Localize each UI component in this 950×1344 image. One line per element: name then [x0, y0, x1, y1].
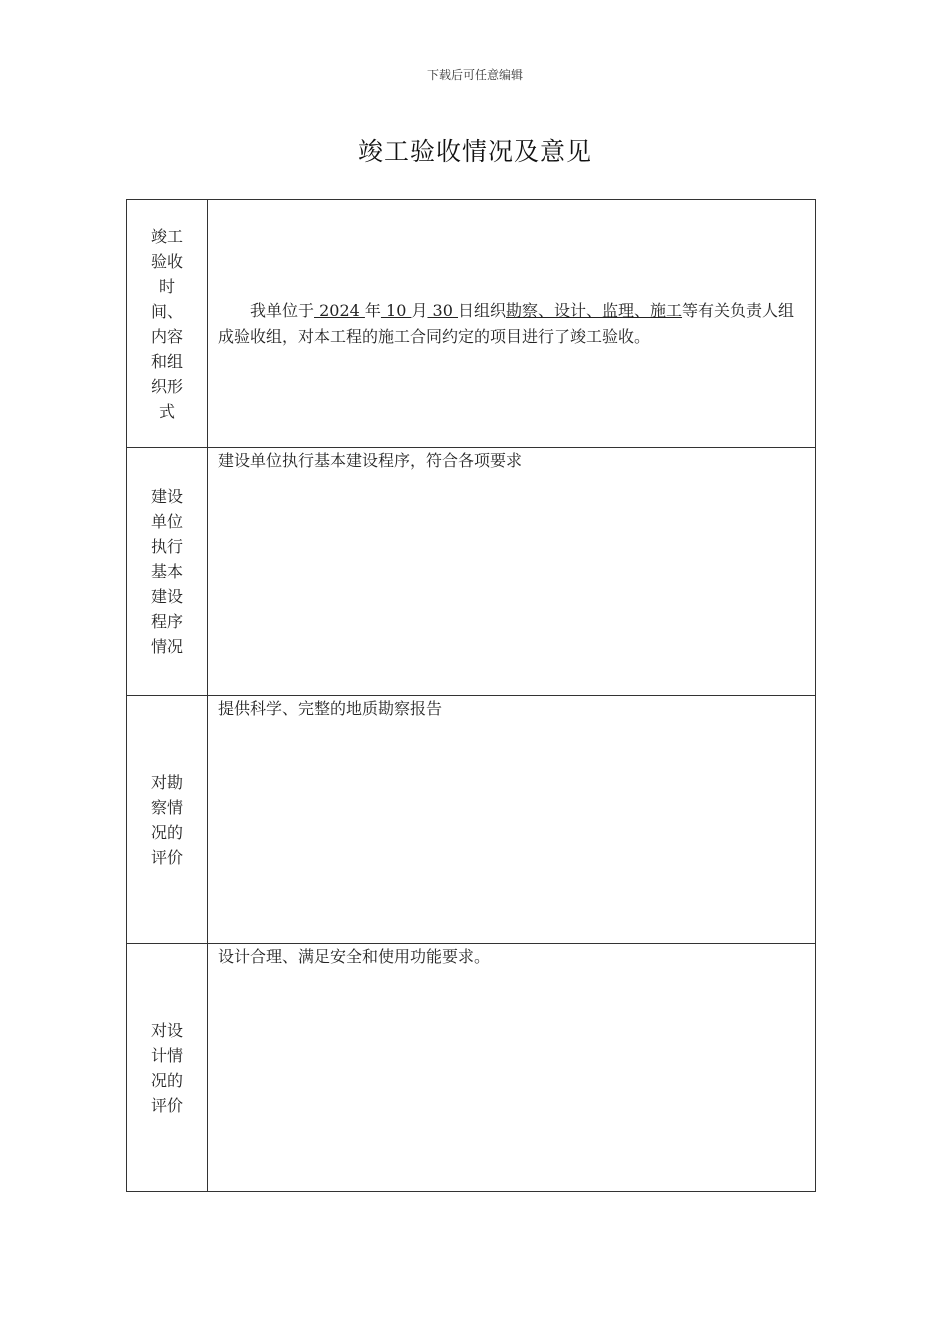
- acceptance-prefix: 我单位于: [250, 300, 315, 320]
- row-label-construction-procedure: 建设单位执行基本建设程序情况: [150, 487, 183, 656]
- acceptance-month: 10: [380, 300, 412, 320]
- row-content-cell: [208, 944, 816, 1192]
- survey-evaluation-text: 提供科学、完整的地质勘察报告: [218, 699, 443, 718]
- row-label-acceptance-time: 竣工验收时间、内容和组织形式: [150, 226, 183, 421]
- row-label-survey-evaluation: 对勘察情况的评价: [150, 772, 183, 867]
- table-row-survey-evaluation: [127, 696, 816, 944]
- acceptance-year: 2024: [314, 300, 365, 320]
- table-row-design-evaluation: [127, 944, 816, 1192]
- design-evaluation-text: 设计合理、满足安全和使用功能要求。: [218, 947, 491, 966]
- row-label-cell: [127, 696, 208, 944]
- acceptance-day-unit: 日组织: [458, 300, 507, 320]
- header-note: 下载后可任意编辑: [426, 68, 523, 82]
- row-label-cell: [127, 448, 208, 696]
- row-label-cell: [127, 944, 208, 1192]
- acceptance-table: [126, 199, 816, 1192]
- acceptance-parties: 勘察、设计、监理、施工: [506, 300, 683, 320]
- row-content-cell: [208, 448, 816, 696]
- acceptance-suffix: 等有关负责人组成验收组，对本工程的施工合同约定的项目进行了竣工验收。: [218, 300, 795, 346]
- construction-procedure-text: 建设单位执行基本建设程序，符合各项要求: [218, 451, 523, 470]
- row-content-cell: [208, 696, 816, 944]
- acceptance-day: 30: [427, 300, 458, 320]
- row-content-cell: [208, 200, 816, 448]
- table-row-acceptance-time: [127, 200, 816, 448]
- acceptance-year-unit: 年: [364, 300, 381, 320]
- acceptance-month-unit: 月: [411, 300, 428, 320]
- row-label-cell: [127, 200, 208, 448]
- row-label-design-evaluation: 对设计情况的评价: [150, 1020, 183, 1115]
- acceptance-time-paragraph: [208, 298, 815, 350]
- page-title: 竣工验收情况及意见: [357, 137, 592, 166]
- table-row-construction-procedure: [127, 448, 816, 696]
